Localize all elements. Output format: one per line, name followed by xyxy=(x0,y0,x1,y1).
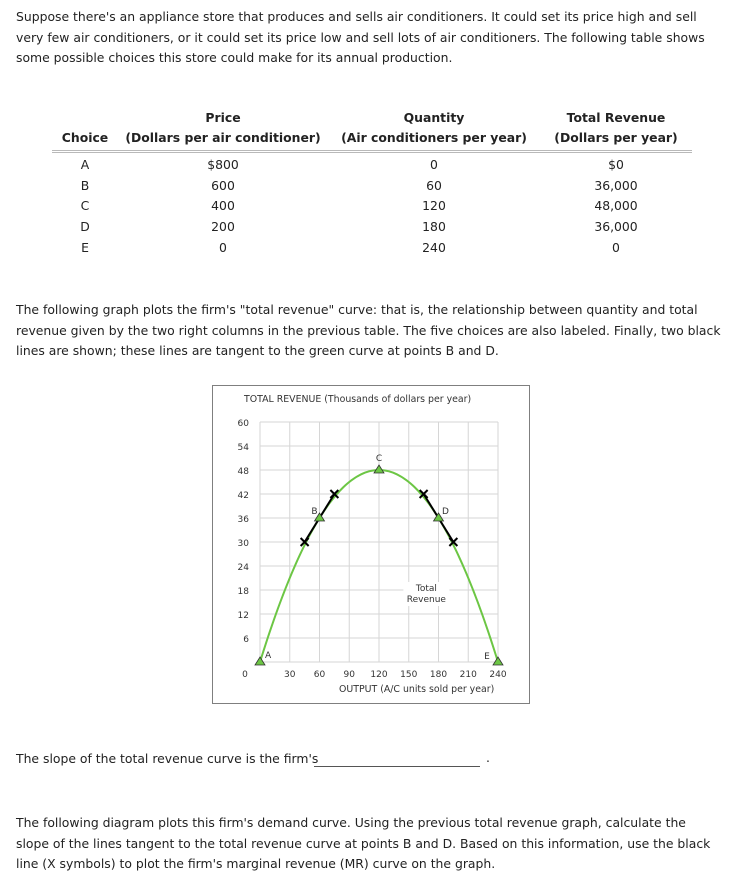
graph-description-paragraph: The following graph plots the firm's "total revenue" curve: that is, the relationship between quantity and total revenue given by the two right columns in the previous table. The five choices are also labeled. Finally, two black lines are shown; these lines are tangent to the green curve at points B and D. xyxy=(16,302,721,358)
column-header-total-revenue xyxy=(540,108,692,152)
table-cell: $0 xyxy=(608,157,624,172)
point-label: D xyxy=(442,507,449,517)
table-row xyxy=(52,196,692,217)
y-tick-label: 42 xyxy=(237,491,249,501)
point-marker-c xyxy=(374,465,384,473)
table-header-row xyxy=(52,108,692,152)
y-tick-label: 36 xyxy=(237,515,249,525)
table-cell: 600 xyxy=(211,177,235,193)
x-tick-label: 210 xyxy=(459,670,477,680)
point-marker-a xyxy=(255,657,265,665)
table-cell: 200 xyxy=(211,219,235,235)
table-cell: 400 xyxy=(211,198,235,214)
table-row xyxy=(52,176,692,197)
x-tick-label: 30 xyxy=(284,670,296,680)
y-tick-label: 6 xyxy=(243,635,249,645)
y-tick-label: 18 xyxy=(237,587,249,597)
intro-paragraph: Suppose there's an appliance store that produces and sells air conditioners. It could set its price high and sell very few air conditioners, or it could set its price low and sell lots of air conditioners. The following table shows some possible choices this store could make for its annual production. xyxy=(16,9,705,65)
slope-question-period: . xyxy=(486,750,490,765)
curve-label: Revenue xyxy=(406,595,446,605)
column-header-line2: (Dollars per air conditioner) xyxy=(125,130,321,145)
curve-label: Total xyxy=(415,584,437,594)
point-label: C xyxy=(375,454,383,464)
table-cell: D xyxy=(80,219,90,235)
table-row xyxy=(52,217,692,238)
x-tick-label: 240 xyxy=(489,670,507,680)
y-tick-label: 48 xyxy=(237,467,249,477)
chart-title: TOTAL REVENUE (Thousands of dollars per year) xyxy=(244,394,472,405)
table-cell: A xyxy=(80,157,90,172)
table-cell: 0 xyxy=(219,239,227,255)
y-tick-label: 54 xyxy=(237,443,249,453)
x-tick-label: 180 xyxy=(429,670,448,680)
table-cell: 120 xyxy=(422,198,446,214)
production-choices-table xyxy=(52,108,692,259)
table-row xyxy=(52,152,692,176)
table-cell: 240 xyxy=(422,239,446,255)
column-header-quantity xyxy=(328,108,540,152)
column-header-line2: (Dollars per year) xyxy=(554,130,678,145)
column-header-line2: Choice xyxy=(61,130,109,145)
table-cell: 180 xyxy=(422,219,446,235)
table-cell: E xyxy=(81,239,89,255)
column-header-line1: Quantity xyxy=(403,110,465,125)
table-cell: 0 xyxy=(430,157,438,172)
y-tick-label: 24 xyxy=(237,563,249,573)
total-revenue-chart xyxy=(212,385,530,704)
slope-answer-dropdown[interactable] xyxy=(314,766,480,767)
table-cell: 36,000 xyxy=(594,219,638,235)
point-label: E xyxy=(484,652,490,662)
x-tick-label: 60 xyxy=(313,670,326,680)
table-cell: $800 xyxy=(207,157,239,172)
instructions-paragraph: The following diagram plots this firm's demand curve. Using the previous total revenue graph, calculate the slope of the lines tangent to the total revenue curve at points B and D. Based on this information, use the black line (X symbols) to plot the firm's marginal revenue (MR) curve on the graph. xyxy=(16,815,711,871)
point-label: B xyxy=(311,507,318,517)
x-tick-label: 150 xyxy=(400,670,418,680)
table-cell: 36,000 xyxy=(594,177,638,193)
x-axis-label: OUTPUT (A/C units sold per year) xyxy=(339,684,495,695)
table-cell: 48,000 xyxy=(594,198,638,214)
point-marker-e xyxy=(493,657,503,665)
table-cell: C xyxy=(80,198,90,214)
y-tick-label: 12 xyxy=(237,611,249,621)
table-row xyxy=(52,238,692,259)
y-tick-label: 60 xyxy=(237,419,249,429)
column-header-choice xyxy=(52,108,118,152)
point-label: A xyxy=(265,651,272,661)
column-header-line1: Price xyxy=(205,110,241,125)
column-header-line1: Total Revenue xyxy=(566,110,666,125)
table-cell: 0 xyxy=(612,239,620,255)
column-header-price xyxy=(118,108,328,152)
column-header-line2: (Air conditioners per year) xyxy=(341,130,527,145)
slope-question-text: The slope of the total revenue curve is the firm's xyxy=(16,751,319,766)
x-tick-label: 120 xyxy=(370,670,388,680)
x-tick-label: 0 xyxy=(242,670,248,680)
y-tick-label: 30 xyxy=(237,539,249,549)
table-cell: B xyxy=(80,177,90,193)
table-cell: 60 xyxy=(426,177,442,193)
x-tick-label: 90 xyxy=(343,670,355,680)
